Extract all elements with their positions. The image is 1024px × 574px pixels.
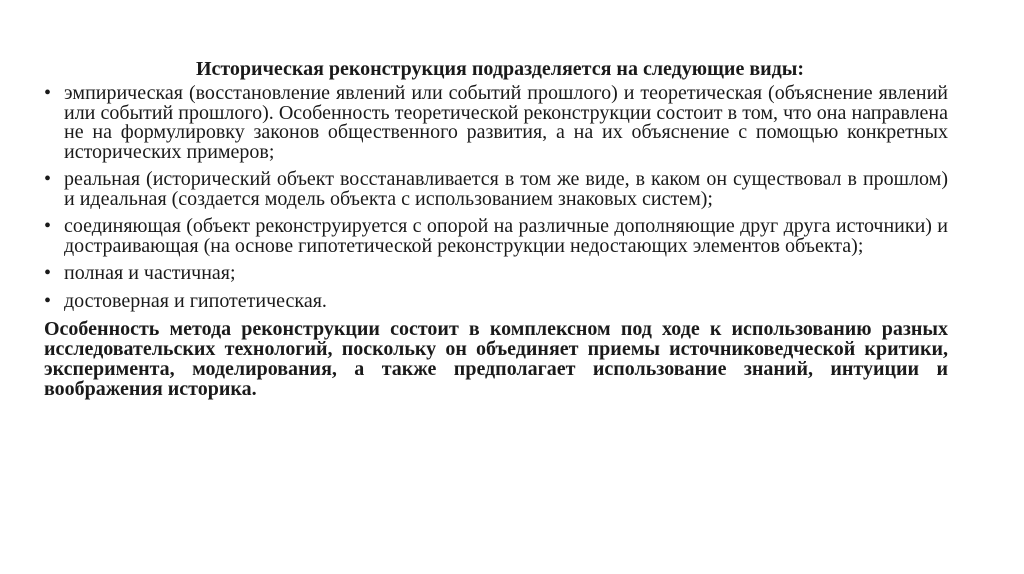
bullet-list (44, 84, 948, 311)
bullet-item-reliable-hypothetical (44, 289, 948, 312)
slide-content (44, 58, 948, 399)
bullet-item-text: реальная (исторический объект восстанавливается в том же виде, в каком он существовал в прошлом) и идеальная (создается модель объекта с использованием знаковых систем); (64, 168, 948, 210)
slide-heading: Историческая реконструкция подразделяется на следующие виды: (195, 58, 805, 80)
bullet-item-empirical (44, 84, 948, 162)
bullet-icon: • (44, 215, 52, 237)
bullet-icon: • (44, 289, 52, 312)
bullet-item-text: соединяющая (объект реконструируется с опорой на различные дополняющие друг друга источники) и достраивающая (на основе гипотетической реконструкции недостающих элементов объекта); (64, 215, 948, 257)
bullet-item-text: полная и частичная; (64, 262, 236, 284)
bullet-icon: • (44, 262, 52, 284)
bullet-item-text: достоверная и гипотетическая. (64, 289, 327, 312)
bullet-item-real (44, 170, 948, 209)
bullet-icon: • (44, 168, 52, 190)
bullet-item-connecting (44, 217, 948, 256)
bullet-icon: • (44, 82, 52, 104)
conclusion-paragraph: Особенность метода реконструкции состоит в комплексном под ходе к использованию разных исследовательских технологий, поскольку он объединяет приемы источниковедческой критики, эксперимента, моделирования, а также предполагает использование знаний, интуиции и воображения историка. (44, 318, 948, 400)
bullet-item-full-partial (44, 264, 948, 284)
bullet-item-text: эмпирическая (восстановление явлений или событий прошлого) и теоретическая (объяснение явлений или событий прошлого). Особенность теоретической реконструкции состоит в том, что она направлена не на формулировку законов общественного развития, а на их объяснение с помощью конкретных исторических примеров; (64, 82, 948, 163)
